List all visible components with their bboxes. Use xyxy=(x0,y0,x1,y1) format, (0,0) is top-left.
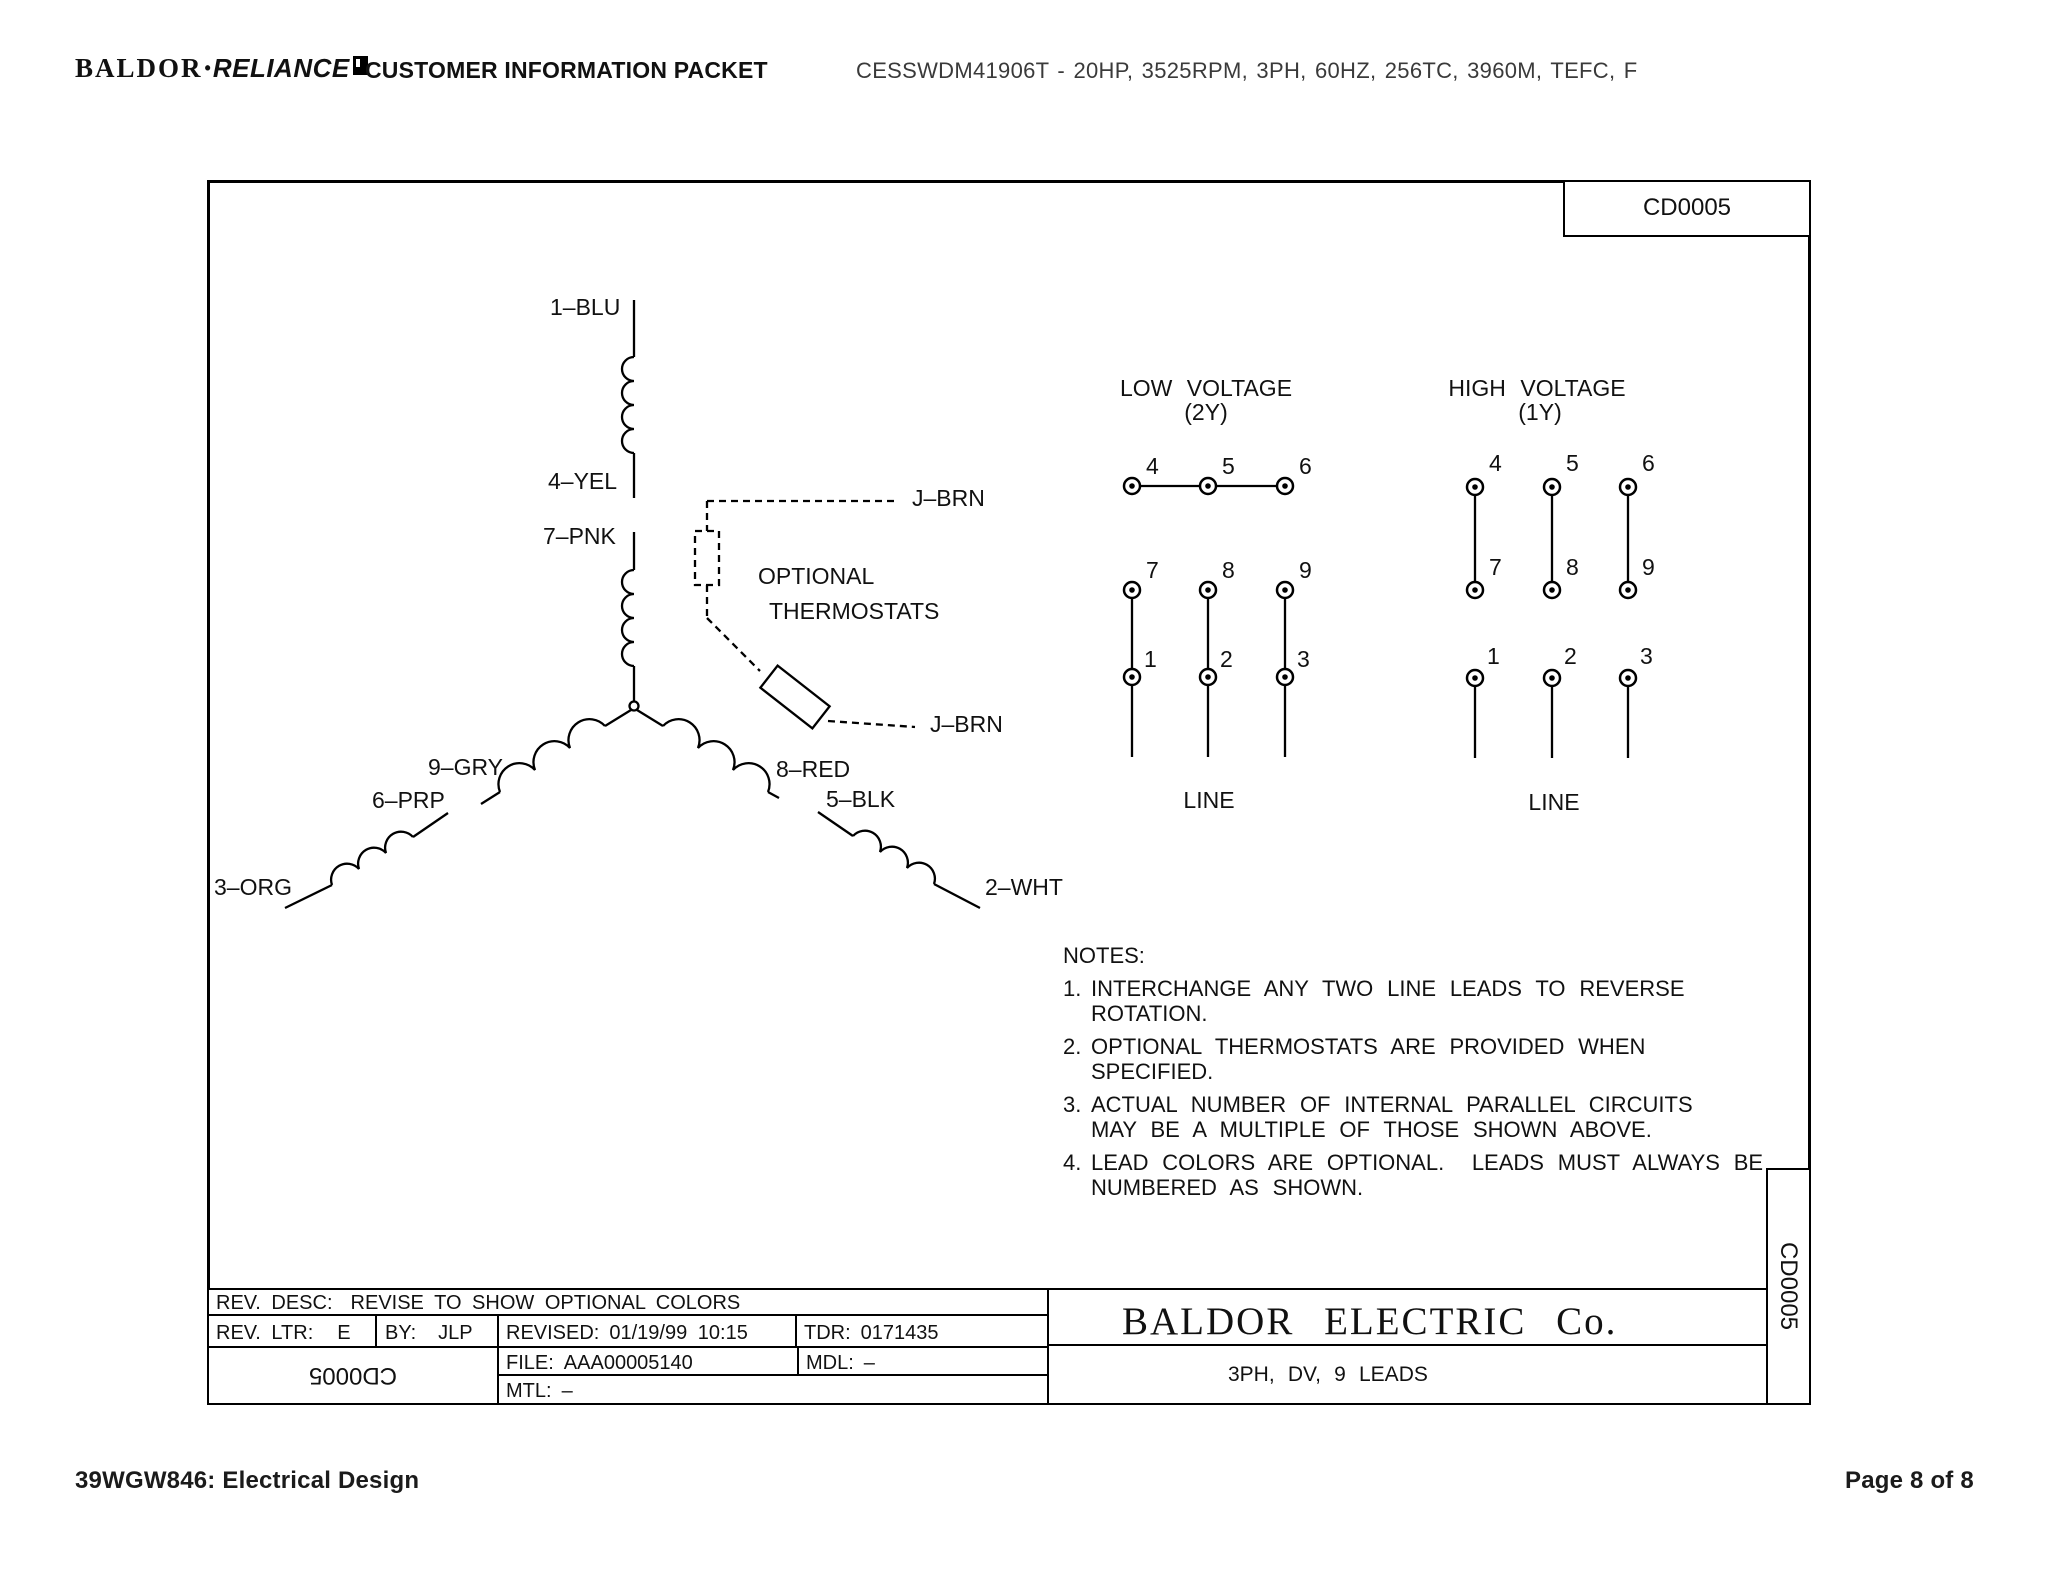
hv-terminal-8: 8 xyxy=(1566,554,1579,580)
note-number: 4. xyxy=(1063,1150,1082,1175)
thermostats-label: THERMOSTATS xyxy=(769,598,940,624)
lv-terminal-5: 5 xyxy=(1222,453,1235,479)
lv-terminal-1: 1 xyxy=(1144,646,1157,672)
low-voltage-subtitle: (2Y) xyxy=(1184,399,1228,425)
baldor-reliance-logo xyxy=(75,53,368,84)
mtl: MTL: – xyxy=(506,1380,573,1402)
note-text: OPTIONAL THERMOSTATS ARE PROVIDED WHEN SPECIFIED. xyxy=(1091,1034,1646,1084)
low-voltage-title: LOW VOLTAGE xyxy=(1119,375,1293,401)
lv-terminal-4: 4 xyxy=(1146,453,1159,479)
hv-line-label: LINE xyxy=(1528,789,1580,815)
drawing-subtitle: 3PH, DV, 9 LEADS xyxy=(1228,1363,1428,1386)
file: FILE: AAA00005140 xyxy=(506,1352,693,1374)
footer-page-number: Page 8 of 8 xyxy=(1845,1467,1974,1494)
hv-terminal-1: 1 xyxy=(1487,643,1500,669)
lv-line-label: LINE xyxy=(1183,787,1235,813)
notes-section xyxy=(1063,945,1763,1200)
side-code: CD0005 xyxy=(1775,1241,1802,1331)
lv-terminal-2: 2 xyxy=(1220,646,1233,672)
lv-terminal-8: 8 xyxy=(1222,557,1235,583)
note-number: 1. xyxy=(1063,976,1082,1001)
note-item xyxy=(1063,1092,1763,1142)
logo-baldor-text: BALDOR xyxy=(75,53,203,83)
lead-label-j-brn-bottom: J–BRN xyxy=(930,711,1003,737)
mdl: MDL: – xyxy=(806,1352,875,1374)
high-voltage-title: HIGH VOLTAGE xyxy=(1448,375,1626,401)
hv-terminal-4: 4 xyxy=(1489,450,1502,476)
rev-by: BY: JLP xyxy=(385,1322,473,1344)
notes-heading: NOTES: xyxy=(1063,943,1145,968)
lead-label-3-org: 3–ORG xyxy=(214,874,292,900)
note-text: ACTUAL NUMBER OF INTERNAL PARALLEL CIRCUITS MAY BE A MULTIPLE OF THOSE SHOWN ABOVE. xyxy=(1091,1092,1693,1142)
note-text: INTERCHANGE ANY TWO LINE LEADS TO REVERSE ROTATION. xyxy=(1091,976,1685,1026)
lv-terminal-9: 9 xyxy=(1299,557,1312,583)
note-number: 3. xyxy=(1063,1092,1082,1117)
optional-label: OPTIONAL xyxy=(758,563,875,589)
lead-label-2-wht: 2–WHT xyxy=(985,874,1063,900)
mtl-cell xyxy=(497,1374,1049,1405)
hv-terminal-3: 3 xyxy=(1640,643,1653,669)
cd-code-upside-down: CD0005 xyxy=(308,1362,398,1389)
hv-terminal-2: 2 xyxy=(1564,643,1577,669)
footer-left: 39WGW846: Electrical Design xyxy=(75,1467,420,1494)
logo-dot: • xyxy=(204,58,211,78)
lead-label-4-yel: 4–YEL xyxy=(548,468,618,494)
rev-date: REVISED: 01/19/99 10:15 xyxy=(506,1322,748,1344)
lead-label-9-gry: 9–GRY xyxy=(428,754,504,780)
packet-title: CUSTOMER INFORMATION PACKET xyxy=(365,57,768,83)
lead-label-j-brn-top: J–BRN xyxy=(912,485,985,511)
logo-reliance-text: RELIANCE xyxy=(212,53,350,83)
hv-terminal-7: 7 xyxy=(1489,554,1502,580)
lead-label-1-blu: 1–BLU xyxy=(550,294,621,320)
lv-terminal-7: 7 xyxy=(1146,557,1159,583)
company-name: BALDOR ELECTRIC Co. xyxy=(1122,1300,1618,1343)
note-item xyxy=(1063,976,1763,1026)
rev-desc: REV. DESC: REVISE TO SHOW OPTIONAL COLORS xyxy=(216,1292,741,1314)
note-item xyxy=(1063,1150,1763,1200)
note-item xyxy=(1063,1034,1763,1084)
note-number: 2. xyxy=(1063,1034,1082,1059)
hv-terminal-6: 6 xyxy=(1642,450,1655,476)
product-description: CESSWDM41906T - 20HP, 3525RPM, 3PH, 60HZ, 256TC, 3960M, TEFC, F xyxy=(856,58,1638,83)
high-voltage-subtitle: (1Y) xyxy=(1518,399,1562,425)
lv-terminal-3: 3 xyxy=(1297,646,1310,672)
hv-terminal-5: 5 xyxy=(1566,450,1579,476)
tdr: TDR: 0171435 xyxy=(804,1322,939,1344)
lead-label-5-blk: 5–BLK xyxy=(826,786,896,812)
note-text: LEAD COLORS ARE OPTIONAL. LEADS MUST ALWAYS BE NUMBERED AS SHOWN. xyxy=(1091,1150,1764,1200)
hv-terminal-9: 9 xyxy=(1642,554,1655,580)
lv-terminal-6: 6 xyxy=(1299,453,1312,479)
lead-label-8-red: 8–RED xyxy=(776,756,851,782)
lead-label-7-pnk: 7–PNK xyxy=(543,523,616,549)
lead-label-6-prp: 6–PRP xyxy=(372,787,445,813)
rev-ltr: REV. LTR: E xyxy=(216,1322,351,1344)
corner-code: CD0005 xyxy=(1642,194,1732,221)
